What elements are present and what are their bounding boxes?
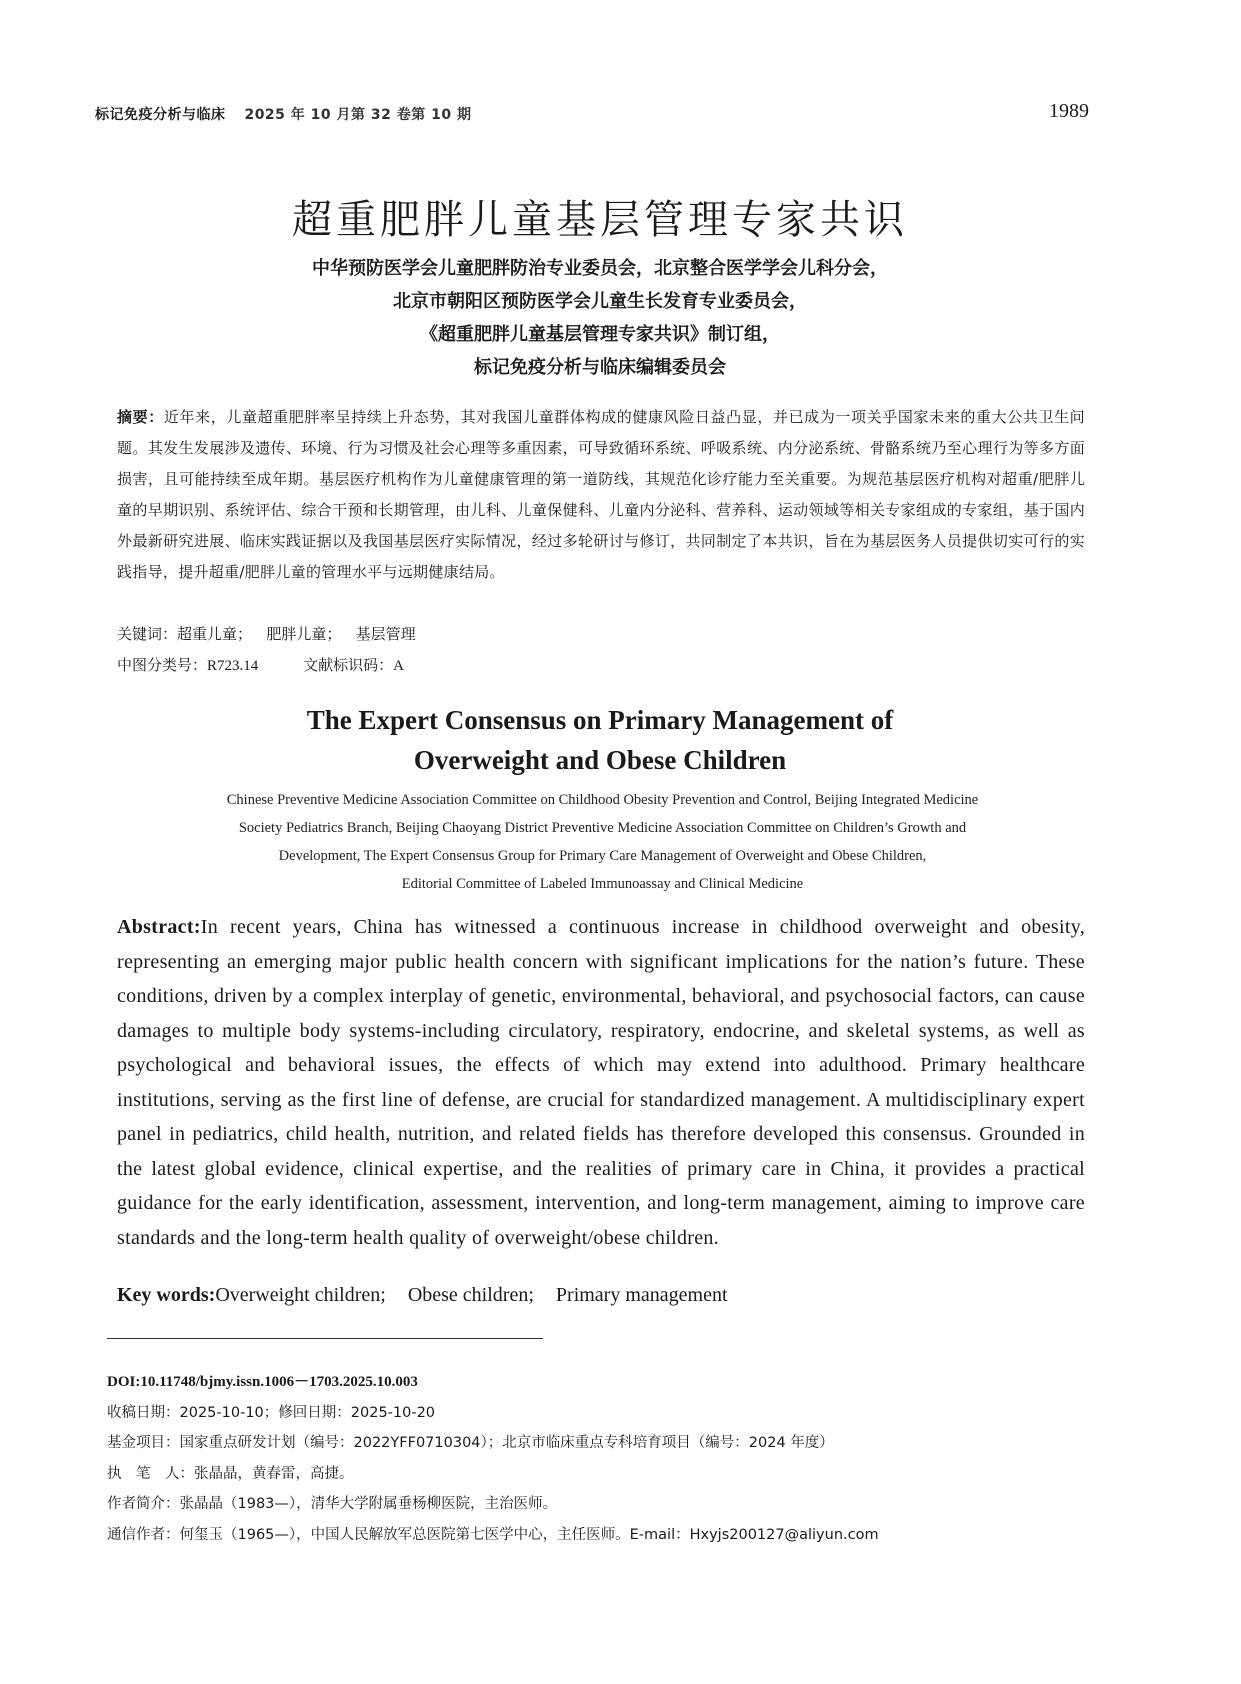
authors-english [130,786,1075,898]
doc-code-label: 文献标识码： [303,656,394,674]
keywords-label: 关键词： [117,625,178,643]
keyword: 超重儿童； [177,625,253,643]
author-line: 标记免疫分析与临床编辑委员会 [474,357,726,378]
keywords-english [117,1284,1085,1307]
classification-line [117,654,1085,675]
author-line: 中华预防医学会儿童肥胖防治专业委员会，北京整合医学学会儿科分会， [312,258,888,279]
abstract-text: In recent years, China has witnessed a continuous increase in childhood overweight and obesity, representing an emerging major public health concern with significant implications for the nation’s future. These conditions, driven by a complex interplay of genetic, environmental, behavioral, and psychosocial factors, can cause damages to multiple body systems-including circulatory, respiratory, endocrine, and skeletal systems, as well as psychological and behavioral issues, the effects of which may extend into adulthood. Primary healthcare institutions, serving as the first line of defense, are crucial for standardized management. A multidisciplinary expert panel in pediatrics, child health, nutrition, and related fields has therefore developed this consensus. Grounded in the latest global evidence, clinical expertise, and the realities of primary care in China, it provides a practical guidance for the early identification, assessment, intervention, and long-term management, aiming to improve care standards and the long-term health quality of overweight/obese children. [117,916,1085,1249]
issue-info: 2025 年 10 月第 32 卷第 10 期 [244,107,472,123]
title-chinese: 超重肥胖儿童基层管理专家共识 [292,197,908,243]
page-number: 1989 [1049,100,1089,122]
clc-label: 中图分类号： [117,656,208,674]
abstract-english [117,910,1085,1255]
author-line: 《超重肥胖儿童基层管理专家共识》制订组， [420,324,780,345]
running-head [95,104,1095,128]
funding-line: 基金项目：国家重点研发计划（编号：2022YFF0710304）；北京市临床重点专科培育项目（编号：2024 年度） [107,1435,834,1451]
abstract-label: Abstract: [117,916,201,938]
keyword: 肥胖儿童； [266,625,342,643]
author-line: Chinese Preventive Medicine Association Committee on Childhood Obesity Prevention and Control, Beijing Integrated Medicine [226,792,979,808]
doc-code-value: A [393,658,404,674]
keywords-chinese [117,623,1085,644]
keyword: Obese children; [407,1284,534,1306]
abstract-chinese [117,402,1085,588]
writers-line: 执 笔 人：张晶晶，黄春雷，高捷。 [107,1465,354,1482]
abstract-text: 近年来，儿童超重肥胖率呈持续上升态势，其对我国儿童群体构成的健康风险日益凸显，并已成为一项关乎国家未来的重大公共卫生问题。其发生发展涉及遗传、环境、行为习惯及社会心理等多重因素，可导致循环系统、呼吸系统、内分泌系统、骨骼系统乃至心理行为等多方面损害，且可能持续至成年期。基层医疗机构作为儿童健康管理的第一道防线，其规范化诊疗能力至关重要。为规范基层医疗机构对超重/肥胖儿童的早期识别、系统评估、综合干预和长期管理，由儿科、儿童保健科、儿童内分泌科、营养科、运动领域等相关专家组成的专家组，基于国内外最新研究进展、临床实践证据以及我国基层医疗实际情况，经过多轮研讨与修订，共同制定了本共识，旨在为基层医务人员提供切实可行的实践指导，提升超重/肥胖儿童的管理水平与远期健康结局。 [117,408,1085,581]
journal-name: 标记免疫分析与临床 [95,107,226,123]
title-line: The Expert Consensus on Primary Management of [306,705,894,735]
title-line: Overweight and Obese Children [413,745,787,775]
abstract-label: 摘要： [117,408,164,426]
footnote-divider [107,1338,543,1339]
keywords-label: Key words: [117,1284,216,1306]
author-bio: 作者简介：张晶晶（1983—），清华大学附属垂杨柳医院，主治医师。 [107,1496,558,1512]
footnotes [107,1367,1107,1550]
doi-line: DOI:10.11748/bjmy.issn.1006－1703.2025.10.003 [107,1374,418,1390]
corresponding-author: 通信作者：何玺玉（1965—），中国人民解放军总医院第七医学中心，主任医师。E-mail：Hxyjs200127@aliyun.com [107,1526,879,1543]
author-line: Society Pediatrics Branch, Beijing Chaoyang District Preventive Medicine Association Committee on Children’s Growth and [238,820,967,836]
authors-chinese [0,252,1200,384]
keyword: Overweight children; [215,1284,386,1306]
received-date: 收稿日期：2025-10-10；修回日期：2025-10-20 [107,1404,436,1421]
clc-value: R723.14 [207,658,259,674]
keyword: 基层管理 [355,625,416,643]
author-line: Editorial Committee of Labeled Immunoassay and Clinical Medicine [401,876,804,892]
title-english [0,700,1200,780]
author-line: Development, The Expert Consensus Group for Primary Care Management of Overweight and Obese Children, [278,848,927,864]
author-line: 北京市朝阳区预防医学会儿童生长发育专业委员会， [393,291,807,312]
keyword: Primary management [555,1284,728,1306]
